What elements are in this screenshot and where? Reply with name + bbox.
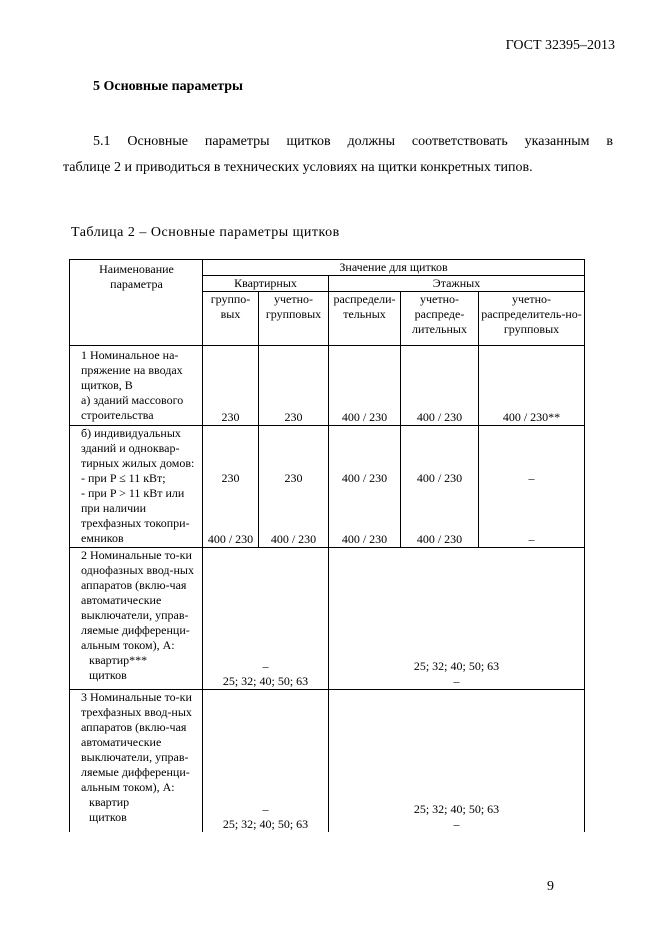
row1-b-p2-label: - при P > 11 кВт или при наличии трехфазных токопри-емников: [81, 486, 190, 545]
row2-label-cell: [70, 548, 203, 690]
row3-title: 3 Номинальные то-ки трехфазных ввод-ных аппаратов (вклю-чая автоматические выключатели, управ-ляемые дифференци-альным током), А:: [81, 690, 192, 794]
table-cell: [329, 690, 585, 832]
table-cell: [479, 426, 585, 548]
table-cell: [329, 548, 585, 690]
paragraph-line-2: таблице 2 и приводиться в технических условиях на щитки конкретных типов.: [63, 160, 533, 175]
page-number: 9: [547, 879, 554, 894]
header-col-metering-group: учетно-групповых: [259, 292, 329, 346]
table-cell: [259, 426, 329, 548]
header-value-for: Значение для щитков: [203, 260, 585, 276]
table-cell: 400 / 230**: [479, 346, 585, 426]
row1-a-label: а) зданий массового строительства: [81, 393, 184, 422]
header-floor: Этажных: [329, 276, 585, 292]
table-cell: 400 / 230: [329, 346, 401, 426]
row2-apt-sub1: –: [262, 659, 269, 673]
row3-sub2: щитков: [89, 810, 127, 824]
table-cell: 230: [203, 346, 259, 426]
row3-apt-sub2: 25; 32; 40; 50; 63: [222, 816, 309, 831]
header-col-group: группо-вых: [203, 292, 259, 346]
row2-floor-sub1: 25; 32; 40; 50; 63: [413, 659, 500, 673]
table-row: [70, 548, 585, 690]
row1-b-p2-value: 400 / 230: [207, 532, 254, 546]
row1-b-p2-value: –: [528, 532, 535, 546]
table-row: [70, 346, 585, 426]
header-col-distribution: распредели-тельных: [329, 292, 401, 346]
header-apartment: Квартирных: [203, 276, 329, 292]
table-row: [70, 426, 585, 548]
row2-floor-sub2: –: [453, 674, 460, 688]
row2-apt-sub2: 25; 32; 40; 50; 63: [222, 674, 309, 688]
table-cell: [203, 548, 329, 690]
row2-title: 2 Номинальные то-ки однофазных ввод-ных аппаратов (вклю-чая автоматические выключатели, управ-ляемые дифференци-альным током), А:: [81, 548, 194, 652]
row2-sub2: щитков: [89, 668, 127, 682]
row2-sub1: квартир***: [89, 653, 148, 667]
table-cell: [401, 426, 479, 548]
standard-number: ГОСТ 32395–2013: [505, 38, 615, 53]
row3-apt-sub1: –: [262, 801, 269, 816]
row1-label-cell: [70, 346, 203, 426]
header-param-name: Наименование параметра: [70, 260, 203, 346]
table-row: [70, 690, 585, 832]
header-col-metering-distribution-group: учетно-распределитель-но-групповых: [479, 292, 585, 346]
parameters-table: [69, 259, 585, 832]
row3-floor-sub2: –: [453, 816, 460, 831]
row1-b-p1-label: - при P ≤ 11 кВт;: [81, 471, 166, 485]
row1-title: 1 Номинальное на-пряжение на вводах щитков, В: [81, 348, 183, 392]
table-cell: 230: [259, 346, 329, 426]
row1-b-p1-value: 230: [284, 471, 303, 485]
row1-b-p2-value: 400 / 230: [341, 532, 388, 546]
row1-b-label: б) индивидуальных зданий и одноквар-тирных жилых домов:: [81, 426, 195, 470]
row1-b-label-cell: [70, 426, 203, 548]
paragraph-line-1: 5.1 Основные параметры щитков должны соответствовать указанным в: [93, 134, 613, 149]
row1-b-p1-value: –: [528, 471, 535, 485]
row1-b-p2-value: 400 / 230: [270, 532, 317, 546]
table-cell: [329, 426, 401, 548]
row1-b-p1-value: 400 / 230: [341, 471, 388, 485]
row1-b-p2-value: 400 / 230: [416, 532, 463, 546]
row3-label-cell: [70, 690, 203, 832]
table-cell: [203, 426, 259, 548]
row3-floor-sub1: 25; 32; 40; 50; 63: [413, 801, 500, 816]
row1-b-p1-value: 400 / 230: [416, 471, 463, 485]
table-caption: Таблица 2 – Основные параметры щитков: [71, 225, 340, 240]
row1-b-p1-value: 230: [221, 471, 240, 485]
table-header-row: [70, 260, 585, 276]
header-col-metering-distribution: учетно-распреде-лительных: [401, 292, 479, 346]
section-title: 5 Основные параметры: [93, 79, 243, 94]
table-cell: 400 / 230: [401, 346, 479, 426]
row3-sub1: квартир: [89, 795, 130, 809]
table-cell: [203, 690, 329, 832]
